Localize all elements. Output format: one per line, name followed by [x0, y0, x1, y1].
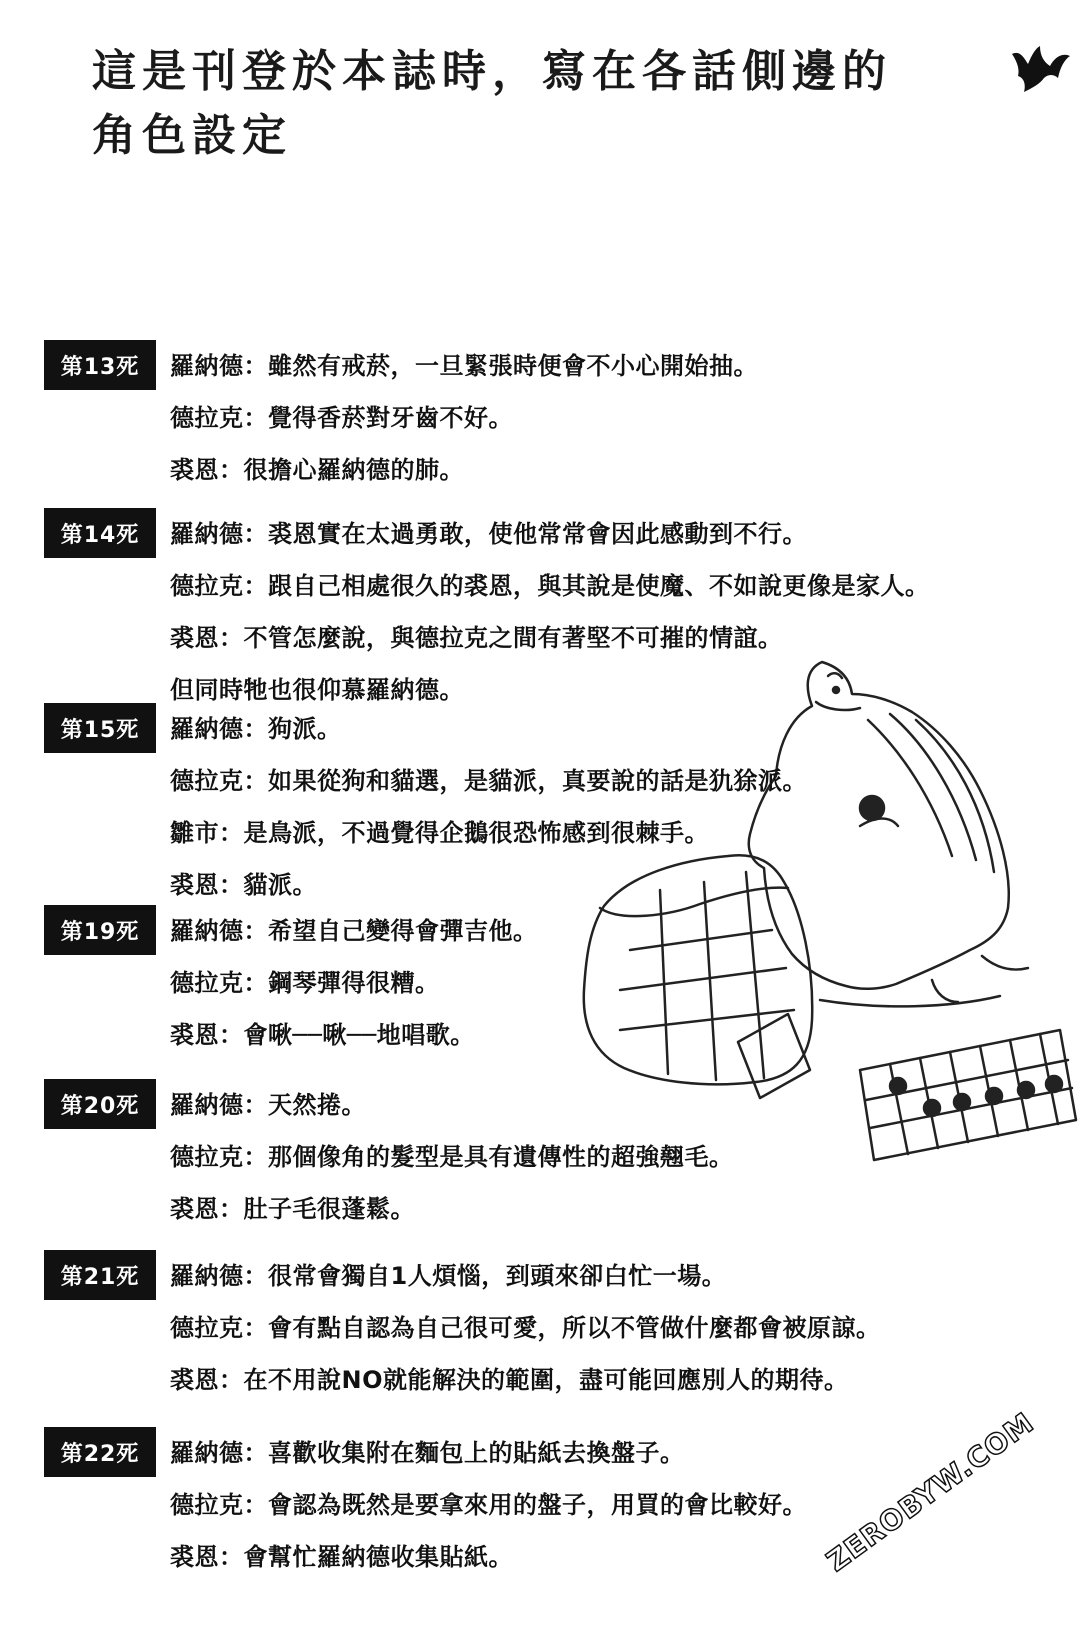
speaker-name: 羅納德 [170, 352, 244, 380]
note-text: 雖然有戒菸，一旦緊張時便會不小心開始抽。 [268, 352, 758, 380]
separator: ： [243, 917, 268, 945]
speaker-name: 羅納德 [170, 1091, 244, 1119]
separator: ： [243, 1439, 268, 1467]
chapter-tag: 第14死 [44, 508, 156, 558]
note-line [170, 905, 538, 957]
separator: ： [243, 969, 268, 997]
speaker-name: 裘恩 [170, 624, 219, 652]
speaker-name: 羅納德 [170, 520, 244, 548]
chapter-tag: 第21死 [44, 1250, 156, 1300]
separator: ： [243, 1091, 268, 1119]
page-heading [92, 40, 992, 168]
note-text: 狗派。 [268, 715, 342, 743]
note-line [170, 1183, 734, 1235]
speaker-name: 德拉克 [170, 767, 244, 795]
separator: ： [219, 1543, 244, 1571]
heading-line-2: 角色設定 [92, 110, 292, 161]
speaker-name: 德拉克 [170, 969, 244, 997]
note-text: 很擔心羅納德的肺。 [243, 456, 464, 484]
note-line [170, 755, 807, 807]
note-text: 貓派。 [243, 871, 317, 899]
speaker-name: 羅納德 [170, 715, 244, 743]
note-text: 喜歡收集附在麵包上的貼紙去換盤子。 [268, 1439, 685, 1467]
separator: ： [243, 404, 268, 432]
separator: ： [243, 1143, 268, 1171]
separator: ： [219, 1021, 244, 1049]
note-text: 是鳥派，不過覺得企鵝很恐怖感到很棘手。 [243, 819, 709, 847]
bat-icon [1010, 44, 1072, 96]
separator: ： [219, 456, 244, 484]
speaker-name: 德拉克 [170, 404, 244, 432]
speaker-name: 德拉克 [170, 1491, 244, 1519]
chapter-tag: 第22死 [44, 1427, 156, 1477]
chapter-tag: 第15死 [44, 703, 156, 753]
note-line [170, 1479, 807, 1531]
chapter-tag: 第19死 [44, 905, 156, 955]
note-line [170, 444, 758, 496]
note-text: 會幫忙羅納德收集貼紙。 [243, 1543, 513, 1571]
chapter-tag: 第20死 [44, 1079, 156, 1129]
separator: ： [219, 1195, 244, 1223]
speaker-name: 羅納德 [170, 1439, 244, 1467]
separator: ： [219, 624, 244, 652]
note-line [170, 1079, 734, 1131]
speaker-name: 羅納德 [170, 917, 244, 945]
speaker-name: 德拉克 [170, 1143, 244, 1171]
note-text: 肚子毛很蓬鬆。 [243, 1195, 415, 1223]
note-text: 那個像角的髮型是具有遺傳性的超強翹毛。 [268, 1143, 734, 1171]
separator: ： [243, 520, 268, 548]
note-line [170, 392, 758, 444]
note-line [170, 957, 538, 1009]
note-text: 不管怎麼說，與德拉克之間有著堅不可摧的情誼。 [243, 624, 783, 652]
note-lines [170, 703, 807, 911]
note-line [170, 1427, 807, 1479]
separator: ： [243, 715, 268, 743]
note-line [170, 1131, 734, 1183]
separator: ： [243, 1262, 268, 1290]
note-text: 天然捲。 [268, 1091, 366, 1119]
separator: ： [243, 1491, 268, 1519]
speaker-name: 德拉克 [170, 572, 244, 600]
note-text: 會認為既然是要拿來用的盤子，用買的會比較好。 [268, 1491, 807, 1519]
note-lines [170, 508, 930, 716]
note-line [170, 340, 758, 392]
separator: ： [219, 1366, 244, 1394]
separator: ： [219, 871, 244, 899]
speaker-name: 德拉克 [170, 1314, 244, 1342]
note-line [170, 560, 930, 612]
note-line [170, 612, 930, 664]
note-text: 在不用說NO就能解決的範圍，盡可能回應別人的期待。 [243, 1366, 849, 1394]
note-line [170, 508, 930, 560]
note-line [170, 1531, 807, 1583]
note-text: 覺得香菸對牙齒不好。 [268, 404, 513, 432]
note-lines [170, 340, 758, 496]
note-text: 很常會獨自1人煩惱，到頭來卻白忙一場。 [268, 1262, 727, 1290]
watermark: ZEROBYW.COM [820, 1405, 1041, 1578]
speaker-name: 裘恩 [170, 1021, 219, 1049]
separator: ： [243, 767, 268, 795]
note-text: 如果從狗和貓選，是貓派，真要說的話是犰狳派。 [268, 767, 807, 795]
note-line [170, 859, 807, 911]
note-lines [170, 1250, 881, 1406]
chapter-tag: 第13死 [44, 340, 156, 390]
speaker-name: 羅納德 [170, 1262, 244, 1290]
note-line [170, 807, 807, 859]
note-text: 但同時牠也很仰慕羅納德。 [170, 676, 464, 704]
note-lines [170, 1427, 807, 1583]
note-text: 希望自己變得會彈吉他。 [268, 917, 538, 945]
note-lines [170, 1079, 734, 1235]
note-text: 鋼琴彈得很糟。 [268, 969, 440, 997]
note-line [170, 1302, 881, 1354]
speaker-name: 裘恩 [170, 1366, 219, 1394]
note-text: 裘恩實在太過勇敢，使他常常會因此感動到不行。 [268, 520, 807, 548]
separator: ： [243, 1314, 268, 1342]
separator: ： [219, 819, 244, 847]
speaker-name: 雛市 [170, 819, 219, 847]
note-lines [170, 905, 538, 1061]
speaker-name: 裘恩 [170, 1195, 219, 1223]
note-line [170, 1250, 881, 1302]
note-line [170, 703, 807, 755]
heading-line-1: 這是刊登於本誌時，寫在各話側邊的 [92, 46, 892, 97]
note-text: 跟自己相處很久的裘恩，與其說是使魔、不如說更像是家人。 [268, 572, 930, 600]
speaker-name: 裘恩 [170, 871, 219, 899]
note-text: 會啾──啾──地唱歌。 [243, 1021, 475, 1049]
separator: ： [243, 352, 268, 380]
speaker-name: 裘恩 [170, 1543, 219, 1571]
note-line [170, 1354, 881, 1406]
speaker-name: 裘恩 [170, 456, 219, 484]
note-line [170, 1009, 538, 1061]
separator: ： [243, 572, 268, 600]
note-text: 會有點自認為自己很可愛，所以不管做什麼都會被原諒。 [268, 1314, 881, 1342]
